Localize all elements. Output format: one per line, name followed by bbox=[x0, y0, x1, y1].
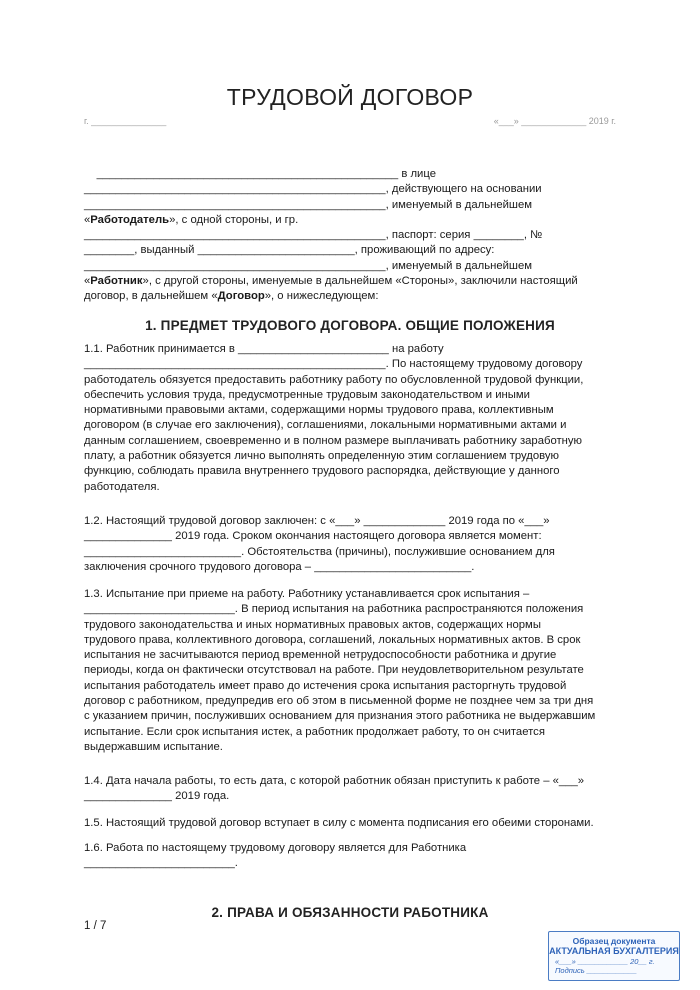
clause-1-3 bbox=[84, 587, 616, 755]
stamp-line-4: Подпись ____________ bbox=[555, 966, 637, 975]
clause-line: с указанием причин, послуживших основанием для признания этого работника не выдержавшим bbox=[84, 710, 596, 723]
stamp-line-3: «___» ____________ 20__ г. bbox=[555, 957, 655, 966]
clause-line: 1.4. Дата начала работы, то есть дата, с которой работник обязан приступить к работе – «___» bbox=[84, 775, 585, 787]
clause-line: нормативными правовыми актами, содержащими нормы трудового права, коллективным bbox=[84, 404, 554, 417]
sample-stamp bbox=[548, 931, 680, 981]
clause-line: договор с работником, предупредив его об этом в письменной форме не позднее чем за три дня bbox=[84, 695, 594, 708]
clause-line: обеспечить условия труда, предусмотренные трудовым законодательством и иными bbox=[84, 388, 530, 401]
clause-line: работодатель обязуется предоставить работнику работу по обусловленной трудовой функции, bbox=[84, 373, 584, 386]
clause-line: ________________________. bbox=[84, 857, 238, 870]
stamp-line-1: Образец документа bbox=[572, 936, 656, 946]
clause-line: 1.2. Настоящий трудовой договор заключен: с «___» _____________ 2019 года по «___» bbox=[84, 515, 550, 527]
parties-line: ________________________________________________, паспорт: серия ________, № bbox=[84, 229, 543, 242]
section-2-heading: 2. ПРАВА И ОБЯЗАННОСТИ РАБОТНИКА bbox=[211, 905, 489, 920]
parties-line: ________________________________________________, действующего на основании bbox=[84, 183, 542, 196]
clause-line: периоды, когда он фактически отсутствовал на работе. При неудовлетворительном результате bbox=[84, 664, 584, 677]
clause-line: 1.3. Испытание при приеме на работу. Работнику устанавливается срок испытания – bbox=[84, 588, 530, 600]
parties-line: ________________________________________________, именуемый в дальнейшем bbox=[84, 259, 533, 272]
clause-line: трудового права, коллективного договора, соглашений, локальных нормативных актов. В срок bbox=[84, 633, 581, 646]
parties-line: договор, в дальнейшем «Договор», о нижеследующем: bbox=[84, 290, 379, 303]
clause-1-2 bbox=[84, 514, 616, 575]
clause-1-4 bbox=[84, 774, 616, 805]
clause-line: ______________ 2019 года. Сроком окончания настоящего договора является момент: bbox=[84, 530, 542, 543]
city-field: г. _______________ bbox=[84, 116, 167, 126]
clause-line: ________________________. В период испытания на работника распространяются положения bbox=[84, 603, 584, 616]
parties-line: «Работодатель», с одной стороны, и гр. bbox=[84, 213, 299, 226]
parties-line: «Работник», с другой стороны, именуемые в дальнейшем «Стороны», заключили настоящий bbox=[84, 275, 578, 288]
clause-line: данным соглашением, своевременно и в полном размере выплачивать работнику заработную bbox=[84, 434, 583, 447]
clause-line: 1.5. Настоящий трудовой договор вступает в силу с момента подписания его обеими сторонами. bbox=[84, 817, 594, 829]
clause-line: испытание. Если срок испытания истек, а работник продолжает работу, то он считается bbox=[84, 725, 545, 738]
clause-line: 1.6. Работа по настоящему трудовому договору является для Работника bbox=[84, 842, 467, 854]
clause-line: ______________ 2019 года. bbox=[84, 790, 230, 803]
section-1-heading: 1. ПРЕДМЕТ ТРУДОВОГО ДОГОВОРА. ОБЩИЕ ПОЛОЖЕНИЯ bbox=[145, 318, 555, 333]
stamp-line-2: АКТУАЛЬНАЯ БУХГАЛТЕРИЯ bbox=[549, 946, 679, 956]
clause-line: ________________________________________________. По настоящему трудовому договору bbox=[84, 358, 583, 371]
clause-1-5 bbox=[84, 816, 616, 831]
clause-line: выдержавшим испытание. bbox=[84, 740, 223, 753]
clause-line: трудового законодательства и иных нормативных правовых актов, содержащих нормы bbox=[84, 618, 541, 631]
parties-block bbox=[84, 167, 616, 305]
clause-line: испытания работодатель имеет право до истечения срока испытания расторгнуть трудовой bbox=[84, 679, 567, 692]
parties-line: ________________________________________________, именуемый в дальнейшем bbox=[84, 198, 533, 211]
clause-1-6 bbox=[84, 841, 616, 872]
clause-line: заключения срочного трудового договора – _________________________. bbox=[84, 560, 475, 573]
clause-1-1 bbox=[84, 342, 616, 495]
document-title: ТРУДОВОЙ ДОГОВОР bbox=[226, 84, 474, 110]
clause-line: функцию, соблюдать правила внутреннего трудового распорядка, действующие у данного bbox=[84, 465, 560, 478]
date-field: «___» _____________ 2019 г. bbox=[493, 116, 616, 126]
page-number: 1 / 7 bbox=[84, 920, 107, 932]
parties-line: ________, выданный _________________________, проживающий по адресу: bbox=[84, 244, 495, 257]
clause-line: плату, а работник обязуется лично выполнять определенную этим соглашением трудовую bbox=[84, 450, 560, 463]
clause-line: работодателя. bbox=[84, 480, 160, 493]
clause-line: испытания не засчитываются период временной нетрудоспособности работника и другие bbox=[84, 649, 557, 662]
clause-line: договором (в случае его заключения), соглашениями, локальными нормативными актами и bbox=[84, 419, 567, 432]
clause-line: _________________________. Обстоятельства (причины), послужившие основанием для bbox=[84, 545, 555, 558]
clause-line: 1.1. Работник принимается в ________________________ на работу bbox=[84, 343, 444, 355]
parties-line: ________________________________________________ в лице bbox=[96, 168, 436, 180]
